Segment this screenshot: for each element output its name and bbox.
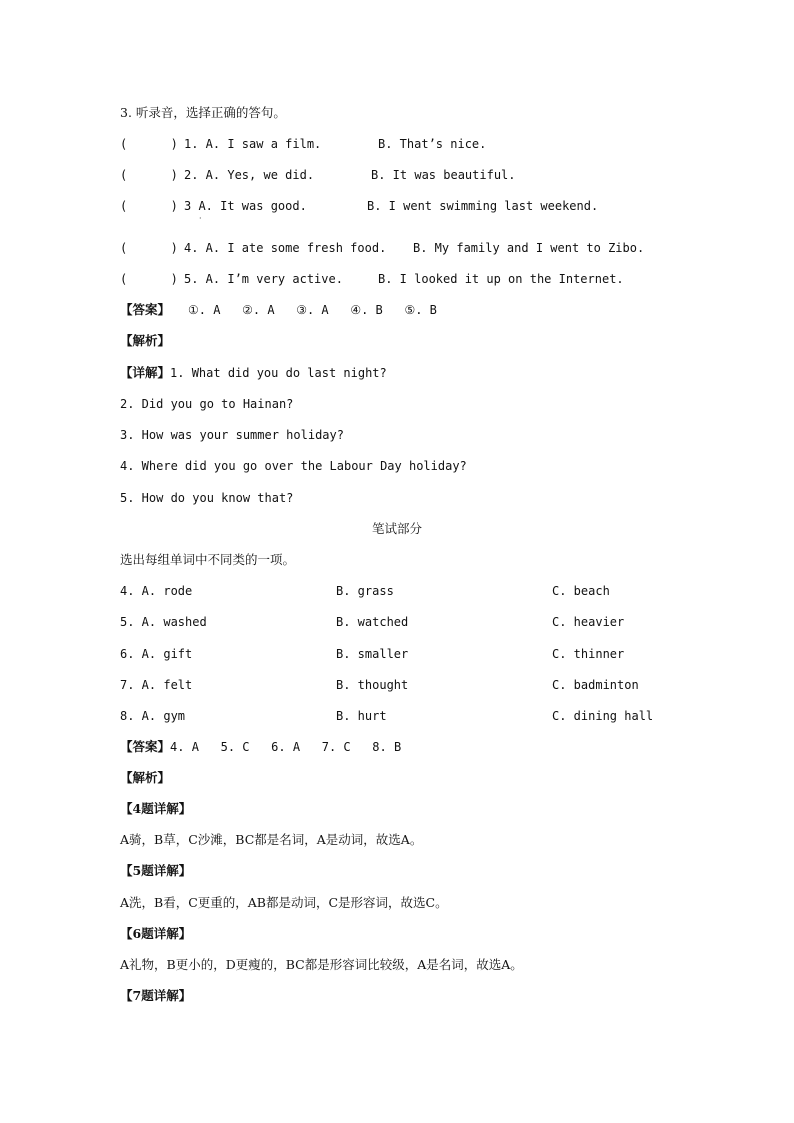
detail-text: 2. Did you go to Hainan? xyxy=(120,397,294,411)
item-option-b: B. grass xyxy=(336,584,394,598)
item-option-b: B. smaller xyxy=(336,647,409,661)
answer-blank[interactable]: ( ) xyxy=(120,199,178,213)
option-b: B. That’s nice. xyxy=(378,137,487,151)
explanation-text: A礼物，B更小的，D更瘦的，BC都是形容词比较级，A是名词，故选A。 xyxy=(120,957,523,972)
answer-blank[interactable]: ( ) xyxy=(120,241,178,255)
item-option-c: C. badminton xyxy=(552,678,639,692)
answer-blank[interactable]: ( ) xyxy=(120,137,178,151)
option-b: B. My family and I went to Zibo. xyxy=(413,241,645,255)
detail-text: 1. What did you do last night? xyxy=(170,366,387,380)
answer-text: ①. A ②. A ③. A ④. B ⑤. B xyxy=(188,303,437,317)
question-row xyxy=(120,136,487,152)
explanation-text: A洗，B看，C更重的，AB都是动词，C是形容词，故选C。 xyxy=(120,895,448,910)
answer-text: 4. A 5. C 6. A 7. C 8. B xyxy=(170,740,402,754)
detail-text: 5. How do you know that? xyxy=(120,491,294,505)
answer-label: 【答案】 xyxy=(120,302,171,317)
item-option-a: 5. A. washed xyxy=(120,615,207,629)
item-option-b: B. thought xyxy=(336,678,409,692)
explanation-label: 【7题详解】 xyxy=(120,988,192,1003)
item-option-c: C. thinner xyxy=(552,647,625,661)
option-a: 4. A. I ate some fresh food. xyxy=(184,241,387,255)
explanation-label: 【4题详解】 xyxy=(120,801,192,816)
option-a: 5. A. I’m very active. xyxy=(184,272,343,286)
item-option-a: 4. A. rode xyxy=(120,584,193,598)
detail-label: 【详解】 xyxy=(120,365,171,380)
written-answer xyxy=(120,739,401,755)
question-row xyxy=(120,167,516,183)
listening-answer xyxy=(120,302,437,318)
detail-line xyxy=(120,365,387,381)
detail-text: 4. Where did you go over the Labour Day holiday? xyxy=(120,459,467,473)
explanation-label: 【6题详解】 xyxy=(120,926,192,941)
item-option-a: 8. A. gym xyxy=(120,709,186,723)
question-row xyxy=(120,198,599,214)
explanation-label: 【5题详解】 xyxy=(120,863,192,878)
listening-heading: 3. 听录音，选择正确的答句。 xyxy=(120,105,286,120)
option-b: B. It was beautiful. xyxy=(371,168,516,182)
item-option-a: 6. A. gift xyxy=(120,647,193,661)
explanation-text: A骑，B草，C沙滩，BC都是名词，A是动词，故选A。 xyxy=(120,832,423,847)
item-option-b: B. watched xyxy=(336,615,409,629)
item-option-c: C. dining hall xyxy=(552,709,654,723)
analysis-label: 【解析】 xyxy=(120,770,171,785)
option-a: 1. A. I saw a film. xyxy=(184,137,322,151)
written-instruction: 选出每组单词中不同类的一项。 xyxy=(120,552,296,567)
option-b: B. I went swimming last weekend. xyxy=(367,199,599,213)
option-a: 3 A. It was good. xyxy=(184,199,307,213)
answer-blank[interactable]: ( ) xyxy=(120,272,178,286)
analysis-label: 【解析】 xyxy=(120,333,171,348)
stray-mark: · xyxy=(199,214,202,223)
option-b: B. I looked it up on the Internet. xyxy=(378,272,624,286)
item-option-b: B. hurt xyxy=(336,709,387,723)
item-option-c: C. heavier xyxy=(552,615,625,629)
answer-blank[interactable]: ( ) xyxy=(120,168,178,182)
detail-text: 3. How was your summer holiday? xyxy=(120,428,344,442)
option-a: 2. A. Yes, we did. xyxy=(184,168,315,182)
item-option-a: 7. A. felt xyxy=(120,678,193,692)
item-option-c: C. beach xyxy=(552,584,610,598)
answer-label: 【答案】 xyxy=(120,739,171,754)
section-title: 笔试部分 xyxy=(371,521,422,536)
question-row xyxy=(120,240,645,256)
question-row xyxy=(120,271,624,287)
